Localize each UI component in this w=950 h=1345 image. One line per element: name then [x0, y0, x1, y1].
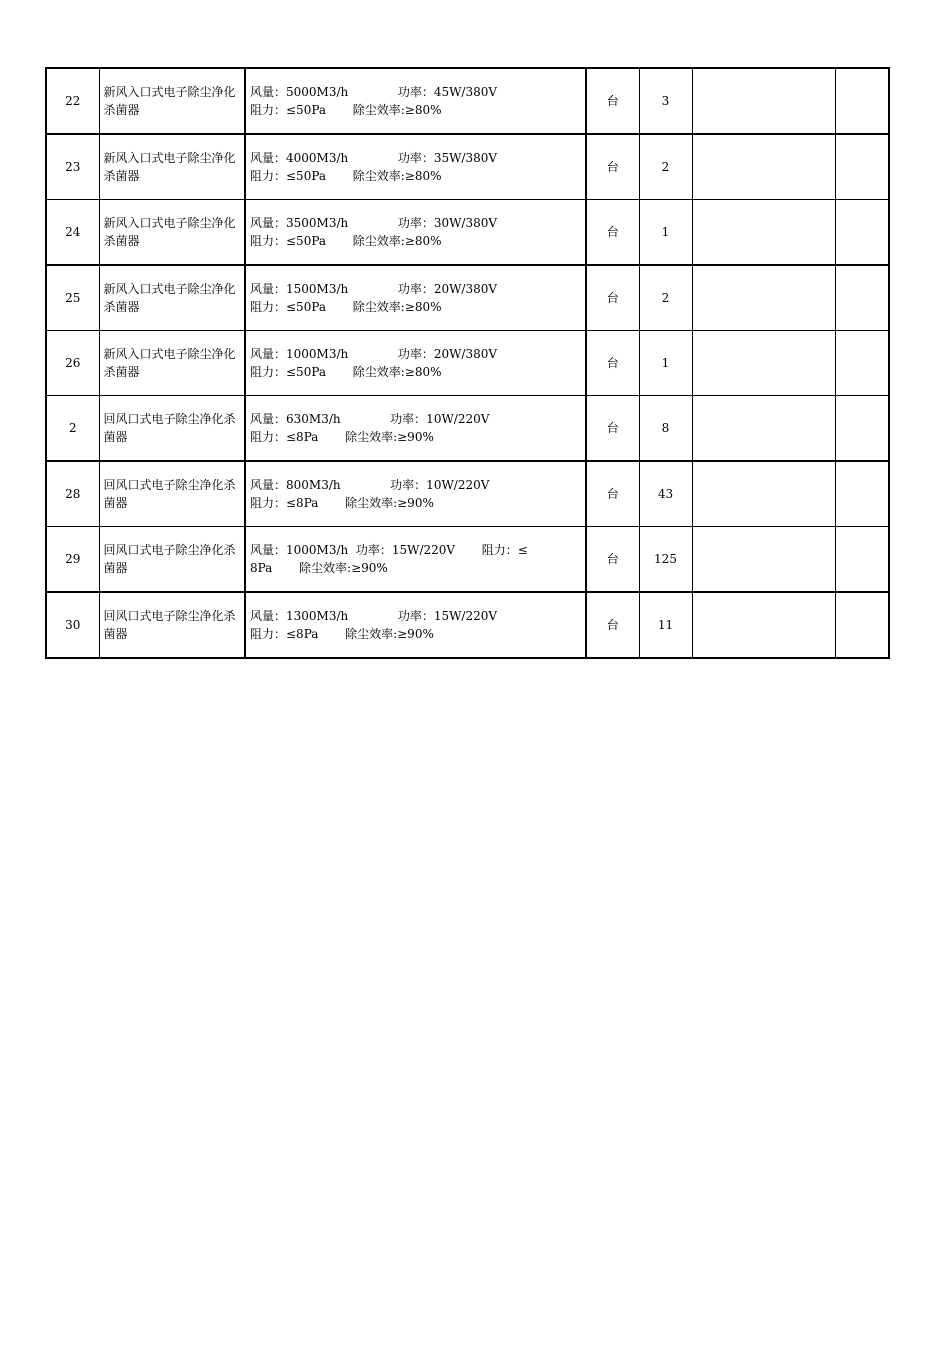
spec-line-2: 阻力：≤50Pa 除尘效率:≥80%	[250, 169, 442, 183]
quantity: 43	[639, 461, 692, 527]
empty-cell	[692, 265, 835, 331]
table-row	[46, 527, 889, 593]
spec-line-1: 风量：5000M3/h 功率：45W/380V	[250, 85, 498, 99]
unit: 台	[586, 68, 639, 134]
empty-cell	[692, 527, 835, 593]
spec-line-2: 阻力：≤8Pa 除尘效率:≥90%	[250, 627, 434, 641]
table-row	[46, 331, 889, 396]
spec-line-1: 风量：630M3/h 功率：10W/220V	[250, 412, 490, 426]
empty-cell	[835, 331, 889, 396]
empty-cell	[692, 461, 835, 527]
quantity: 1	[639, 331, 692, 396]
row-number: 2	[46, 396, 99, 462]
product-name: 新风入口式电子除尘净化杀菌器	[99, 134, 245, 200]
product-name: 新风入口式电子除尘净化杀菌器	[99, 68, 245, 134]
row-number: 26	[46, 331, 99, 396]
spec-line-1: 风量：3500M3/h 功率：30W/380V	[250, 216, 498, 230]
product-name: 新风入口式电子除尘净化杀菌器	[99, 265, 245, 331]
product-spec	[245, 331, 586, 396]
spec-line-1: 风量：1300M3/h 功率：15W/220V	[250, 609, 498, 623]
product-name: 回风口式电子除尘净化杀菌器	[99, 396, 245, 462]
product-name: 回风口式电子除尘净化杀菌器	[99, 461, 245, 527]
product-spec	[245, 68, 586, 134]
unit: 台	[586, 396, 639, 462]
empty-cell	[835, 461, 889, 527]
unit: 台	[586, 265, 639, 331]
unit: 台	[586, 592, 639, 658]
quantity: 3	[639, 68, 692, 134]
empty-cell	[692, 134, 835, 200]
table-row	[46, 68, 889, 134]
quantity: 11	[639, 592, 692, 658]
empty-cell	[835, 527, 889, 593]
empty-cell	[835, 134, 889, 200]
row-number: 22	[46, 68, 99, 134]
row-number: 24	[46, 200, 99, 266]
product-spec	[245, 200, 586, 266]
quantity: 1	[639, 200, 692, 266]
quantity: 8	[639, 396, 692, 462]
empty-cell	[692, 396, 835, 462]
unit: 台	[586, 461, 639, 527]
spec-line-1: 风量：4000M3/h 功率：35W/380V	[250, 151, 498, 165]
product-spec	[245, 134, 586, 200]
quantity: 2	[639, 134, 692, 200]
spec-line-2: 阻力：≤8Pa 除尘效率:≥90%	[250, 496, 434, 510]
spec-sheet	[45, 67, 890, 659]
spec-line-1: 风量：1000M3/h 功率：20W/380V	[250, 347, 498, 361]
spec-line-1: 风量：1000M3/h 功率：15W/220V 阻力：≤	[250, 543, 528, 557]
quantity: 125	[639, 527, 692, 593]
unit: 台	[586, 134, 639, 200]
empty-cell	[692, 331, 835, 396]
product-spec	[245, 592, 586, 658]
quantity: 2	[639, 265, 692, 331]
row-number: 25	[46, 265, 99, 331]
product-spec	[245, 265, 586, 331]
unit: 台	[586, 527, 639, 593]
row-number: 30	[46, 592, 99, 658]
empty-cell	[692, 200, 835, 266]
row-number: 29	[46, 527, 99, 593]
table-row	[46, 265, 889, 331]
table-row	[46, 396, 889, 462]
empty-cell	[835, 68, 889, 134]
empty-cell	[835, 396, 889, 462]
empty-cell	[692, 592, 835, 658]
product-name: 回风口式电子除尘净化杀菌器	[99, 527, 245, 593]
product-spec	[245, 461, 586, 527]
product-spec	[245, 527, 586, 593]
spec-line-2: 阻力：≤50Pa 除尘效率:≥80%	[250, 365, 442, 379]
product-name: 回风口式电子除尘净化杀菌器	[99, 592, 245, 658]
product-name: 新风入口式电子除尘净化杀菌器	[99, 331, 245, 396]
empty-cell	[835, 592, 889, 658]
table-row	[46, 461, 889, 527]
table-row	[46, 134, 889, 200]
spec-line-2: 阻力：≤50Pa 除尘效率:≥80%	[250, 300, 442, 314]
unit: 台	[586, 331, 639, 396]
spec-line-1: 风量：1500M3/h 功率：20W/380V	[250, 282, 498, 296]
equipment-table	[45, 67, 890, 659]
spec-line-2: 阻力：≤8Pa 除尘效率:≥90%	[250, 430, 434, 444]
spec-line-1: 风量：800M3/h 功率：10W/220V	[250, 478, 490, 492]
row-number: 23	[46, 134, 99, 200]
spec-line-2: 阻力：≤50Pa 除尘效率:≥80%	[250, 234, 442, 248]
empty-cell	[835, 200, 889, 266]
spec-line-2: 8Pa 除尘效率:≥90%	[250, 561, 388, 575]
spec-line-2: 阻力：≤50Pa 除尘效率:≥80%	[250, 103, 442, 117]
table-row	[46, 200, 889, 266]
product-name: 新风入口式电子除尘净化杀菌器	[99, 200, 245, 266]
table-row	[46, 592, 889, 658]
row-number: 28	[46, 461, 99, 527]
empty-cell	[692, 68, 835, 134]
unit: 台	[586, 200, 639, 266]
product-spec	[245, 396, 586, 462]
empty-cell	[835, 265, 889, 331]
